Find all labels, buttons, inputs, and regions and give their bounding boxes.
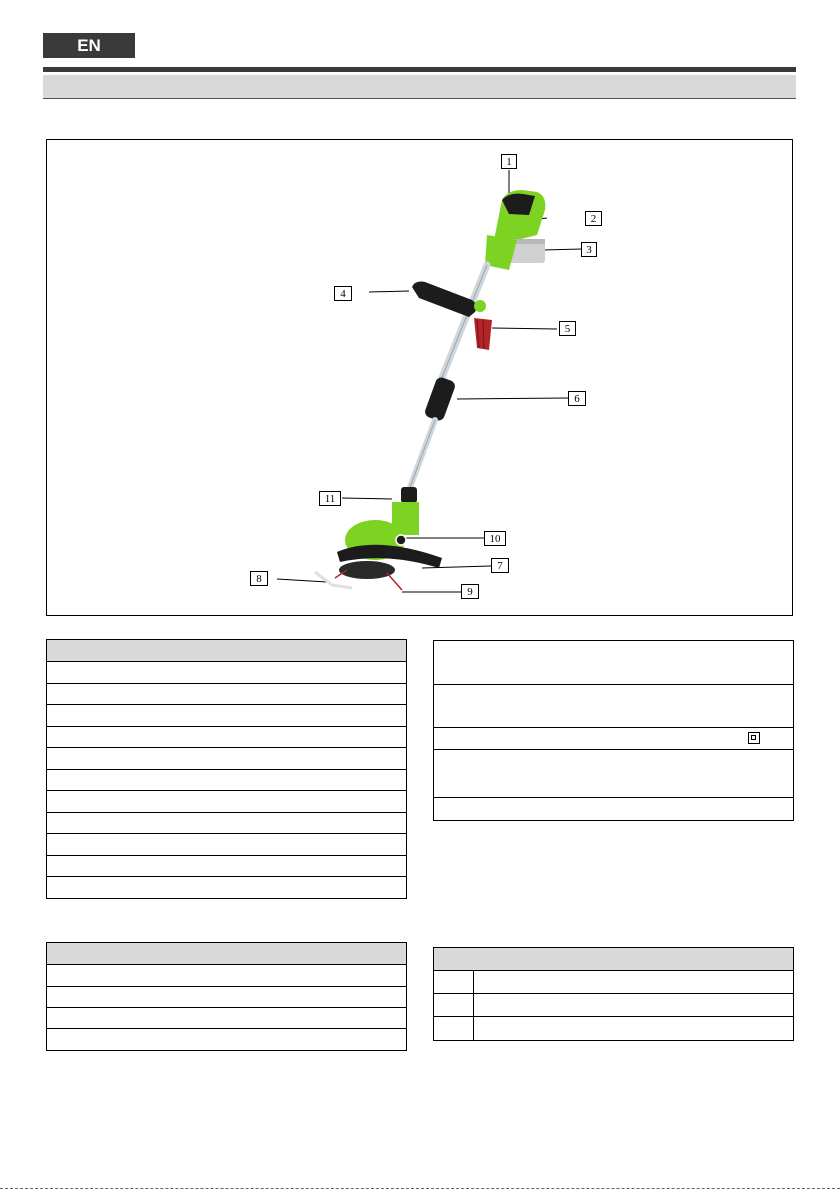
table-row [434, 798, 793, 820]
table-row [47, 1029, 406, 1050]
callout-7: 7 [491, 558, 509, 573]
callout-5: 5 [559, 321, 576, 336]
table-header [434, 948, 793, 971]
package-contents-table [46, 942, 407, 1051]
leader-line-7 [422, 566, 491, 568]
leader-line-3 [542, 249, 582, 250]
symbol-cell [434, 994, 474, 1016]
callout-8: 8 [250, 571, 268, 586]
table-row [47, 813, 406, 834]
table-row [47, 791, 406, 813]
table-row [434, 728, 793, 750]
leader-line-5 [492, 328, 557, 329]
table-header [47, 943, 406, 965]
table-row [434, 971, 793, 994]
trimmer-illustration [47, 140, 794, 617]
symbols-table [433, 947, 794, 1041]
table-row [434, 1017, 793, 1040]
table-row [47, 770, 406, 791]
table-row [47, 662, 406, 684]
leader-line-4 [369, 291, 409, 292]
callout-11: 11 [319, 491, 341, 506]
table-row [434, 641, 793, 685]
table-row [47, 1008, 406, 1029]
table-row [47, 965, 406, 987]
leader-line-8 [277, 579, 327, 582]
table-row [434, 994, 793, 1017]
table-row [47, 856, 406, 877]
callout-3: 3 [581, 242, 597, 257]
leader-line-11 [342, 498, 392, 499]
aux-handle-knob [474, 300, 486, 312]
language-badge: EN [43, 33, 135, 58]
table-row [47, 748, 406, 770]
callout-10: 10 [484, 531, 506, 546]
description-cell [474, 994, 793, 1016]
edge-guide-button [396, 535, 406, 545]
callout-2: 2 [585, 211, 602, 226]
table-row [434, 750, 793, 798]
head-rotation-collar [401, 487, 417, 503]
section-title-bar [43, 75, 796, 99]
callout-4: 4 [334, 286, 352, 301]
callout-9: 9 [461, 584, 479, 599]
table-row [434, 685, 793, 728]
telescopic-lock-collar [423, 376, 456, 422]
page-bottom-edge [0, 1188, 840, 1189]
callout-6: 6 [568, 391, 586, 406]
leader-line-6 [457, 398, 569, 399]
symbol-cell [434, 971, 474, 993]
table-row [47, 727, 406, 748]
table-row [47, 987, 406, 1008]
table-row [47, 684, 406, 705]
product-figure [46, 139, 793, 616]
cutting-head [339, 561, 395, 579]
double-insulation-icon [748, 732, 760, 744]
parts-list-table [46, 639, 407, 899]
header-rule [43, 67, 796, 72]
table-row [47, 834, 406, 856]
description-cell [474, 1017, 793, 1040]
table-header [47, 640, 406, 662]
callout-1: 1 [501, 154, 517, 169]
table-row [47, 705, 406, 727]
description-cell [474, 971, 793, 993]
auxiliary-handle [412, 282, 476, 317]
specs-table [433, 640, 794, 821]
table-row [47, 877, 406, 898]
symbol-cell [434, 1017, 474, 1040]
